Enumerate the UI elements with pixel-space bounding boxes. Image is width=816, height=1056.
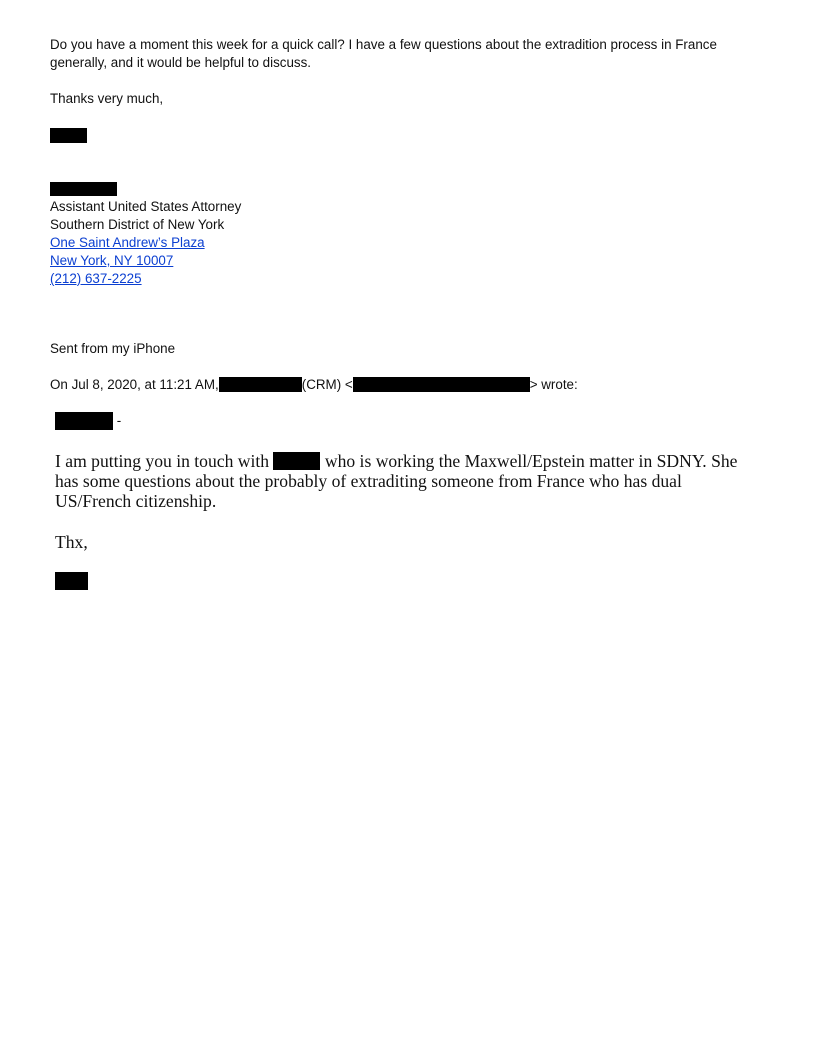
quoted-body-line-2: has some questions about the probably of extraditing someone from France who has dual xyxy=(55,471,682,491)
quoted-header xyxy=(50,376,578,394)
address-link-1[interactable]: One Saint Andrew’s Plaza xyxy=(50,235,205,250)
email-body-line-1: Do you have a moment this week for a quick call? I have a few questions about the extradition process in France xyxy=(50,37,717,52)
signature-address-line-1[interactable] xyxy=(50,234,205,252)
quoted-header-org: (CRM) < xyxy=(301,377,353,392)
address-link-2[interactable]: New York, NY 10007 xyxy=(50,253,174,268)
quoted-body-line-1 xyxy=(55,451,737,471)
quoted-header-prefix: On Jul 8, 2020, at 11:21 AM, xyxy=(50,377,219,392)
quoted-body-line-3: US/French citizenship. xyxy=(55,491,217,511)
redacted-colleague-name xyxy=(273,452,320,470)
email-closing: Thanks very much, xyxy=(50,91,164,106)
redacted-quoted-signature xyxy=(55,572,88,590)
signature-title: Assistant United States Attorney xyxy=(50,199,242,214)
signature-office: Southern District of New York xyxy=(50,217,225,232)
signature-phone[interactable] xyxy=(50,270,142,288)
quoted-line1-before: I am putting you in touch with xyxy=(55,451,270,471)
email-body-line-2: generally, and it would be helpful to discuss. xyxy=(50,55,312,70)
phone-link[interactable]: (212) 637-2225 xyxy=(50,271,142,286)
quoted-line1-after: who is working the Maxwell/Epstein matter in SDNY. She xyxy=(324,451,738,471)
quoted-greeting xyxy=(55,412,121,430)
signature-address-line-2[interactable] xyxy=(50,252,173,270)
redacted-recipient-name xyxy=(55,412,113,430)
quoted-header-suffix: > wrote: xyxy=(529,377,578,392)
redacted-signature-name xyxy=(50,182,117,196)
quoted-greeting-dash: - xyxy=(116,413,122,428)
redacted-sender-name xyxy=(50,128,87,143)
sent-from-device: Sent from my iPhone xyxy=(50,341,176,356)
redacted-original-email xyxy=(353,377,530,392)
redacted-original-sender xyxy=(219,377,302,392)
quoted-closing: Thx, xyxy=(55,532,88,552)
